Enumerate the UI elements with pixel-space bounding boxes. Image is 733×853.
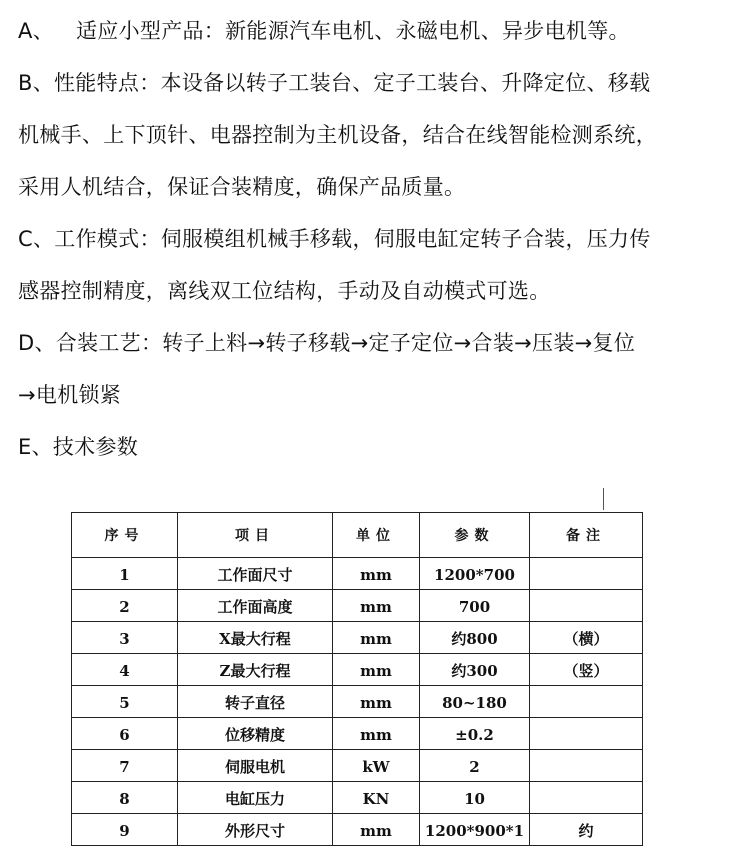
paragraph-tech-params-heading: [18, 421, 718, 473]
cell-note: [530, 782, 643, 814]
cell-note: （横）: [530, 622, 643, 654]
paragraph-a-text: 适应小型产品：新能源汽车电机、永磁电机、异步电机等。: [76, 19, 630, 43]
cell-note: （竖）: [530, 654, 643, 686]
table-row: [72, 718, 643, 750]
cell-param: 约800: [420, 622, 530, 654]
cell-unit: mm: [333, 814, 420, 846]
cursor-divider: [603, 488, 604, 510]
paragraph-performance: [18, 57, 718, 213]
paragraph-d-line: D、合装工艺：转子上料→转子移载→定子定位→合装→压装→复位: [18, 331, 636, 355]
cell-item: Z最大行程: [178, 654, 333, 686]
cell-param: 1200*900*1: [420, 814, 530, 846]
table-row: [72, 590, 643, 622]
paragraph-e-text: E、技术参数: [18, 435, 139, 459]
paragraph-assembly-process: [18, 317, 718, 421]
cell-unit: kW: [333, 750, 420, 782]
cell-note: [530, 718, 643, 750]
cell-note: [530, 686, 643, 718]
cell-index: 2: [72, 590, 178, 622]
header-item: 项目: [178, 513, 333, 558]
header-note: 备注: [530, 513, 643, 558]
cell-param: 700: [420, 590, 530, 622]
paragraph-work-mode: [18, 213, 718, 317]
table-row: [72, 622, 643, 654]
table-row: [72, 686, 643, 718]
paragraph-b-line: 采用人机结合，保证合装精度，确保产品质量。: [18, 175, 466, 199]
cell-unit: mm: [333, 558, 420, 590]
cell-note: [530, 750, 643, 782]
cell-index: 6: [72, 718, 178, 750]
cell-index: 3: [72, 622, 178, 654]
cell-unit: mm: [333, 654, 420, 686]
cell-item: 转子直径: [178, 686, 333, 718]
header-unit: 单位: [333, 513, 420, 558]
cell-item: X最大行程: [178, 622, 333, 654]
cell-index: 5: [72, 686, 178, 718]
cell-index: 9: [72, 814, 178, 846]
cell-unit: mm: [333, 590, 420, 622]
table-row: [72, 814, 643, 846]
paragraph-c-line: 感器控制精度，离线双工位结构，手动及自动模式可选。: [18, 279, 551, 303]
cell-index: 1: [72, 558, 178, 590]
cell-param: ±0.2: [420, 718, 530, 750]
header-param: 参数: [420, 513, 530, 558]
paragraph-a-label: A、: [18, 19, 54, 43]
cell-param: 10: [420, 782, 530, 814]
paragraph-b-line: B、性能特点：本设备以转子工装台、定子工装台、升降定位、移载: [18, 71, 651, 95]
header-index: 序号: [72, 513, 178, 558]
cell-param: 2: [420, 750, 530, 782]
cell-unit: mm: [333, 718, 420, 750]
cell-item: 工作面高度: [178, 590, 333, 622]
cell-item: 伺服电机: [178, 750, 333, 782]
cell-unit: mm: [333, 622, 420, 654]
cell-item: 电缸压力: [178, 782, 333, 814]
cell-item: 外形尺寸: [178, 814, 333, 846]
cell-item: 工作面尺寸: [178, 558, 333, 590]
paragraph-d-line: →电机锁紧: [18, 383, 122, 407]
cell-param: 1200*700: [420, 558, 530, 590]
cell-param: 80~180: [420, 686, 530, 718]
paragraph-b-line: 机械手、上下顶针、电器控制为主机设备，结合在线智能检测系统，: [18, 123, 657, 147]
cell-param: 约300: [420, 654, 530, 686]
cell-index: 8: [72, 782, 178, 814]
cell-unit: KN: [333, 782, 420, 814]
paragraph-c-line: C、工作模式：伺服模组机械手移载，伺服电缸定转子合装，压力传: [18, 227, 651, 251]
cell-unit: mm: [333, 686, 420, 718]
table-row: [72, 782, 643, 814]
paragraph-application: [18, 5, 718, 57]
cell-note: [530, 590, 643, 622]
spec-table: [71, 512, 643, 846]
cell-note: [530, 558, 643, 590]
cell-index: 4: [72, 654, 178, 686]
table-row: [72, 558, 643, 590]
table-row: [72, 654, 643, 686]
cell-item: 位移精度: [178, 718, 333, 750]
table-header-row: [72, 513, 643, 558]
cell-note: 约: [530, 814, 643, 846]
cell-index: 7: [72, 750, 178, 782]
table-row: [72, 750, 643, 782]
